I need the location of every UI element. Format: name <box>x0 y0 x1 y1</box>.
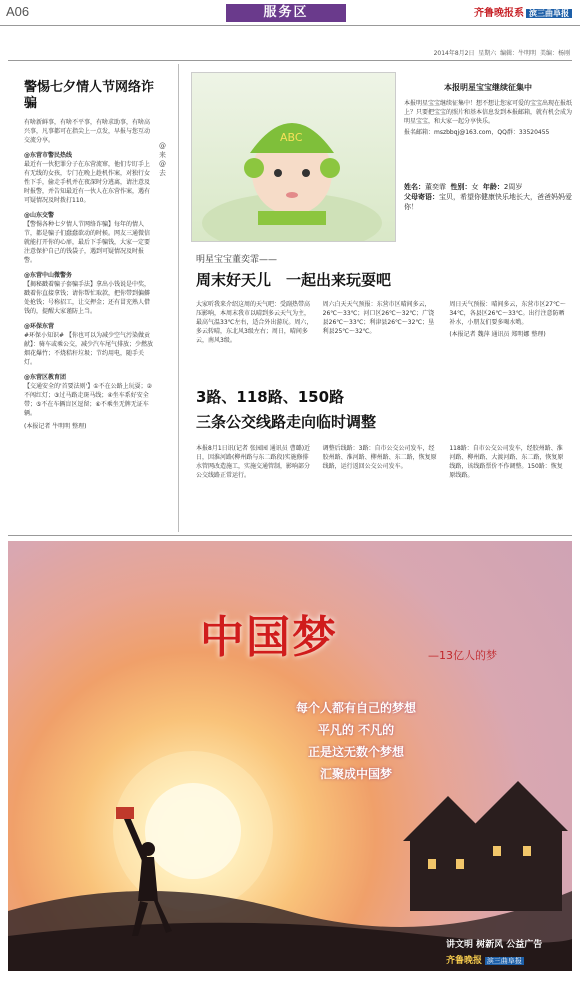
poster-brand-name: 齐鲁晚报 <box>446 956 483 966</box>
brand-name: 齐鲁晚报 <box>474 8 514 19</box>
left-item <box>24 151 154 205</box>
right-ad-title: 本报明星宝宝继续征集中 <box>444 83 532 92</box>
issue-editor: 编辑：牛明明 <box>500 50 537 57</box>
left-item-text: 【交通安全的'首要法则'】①不在公路上玩耍；②不闯红灯；③过马路走斑马线；④坐车系好安全带；⑤不在车辆盲区逗留；⑥不乘坐无牌无证车辆。 <box>24 383 153 417</box>
section-title: 服务区 <box>226 4 346 22</box>
left-item-text: 【揭秘戳着骗子套骗手法】拿出小钱说是中奖，戳着你直接拿钱；请你帮忙取款，把你带到偏僻处抢钱；号称招工，让交押金；还有冒充熟人借钱的，提醒大家谨防上当。 <box>24 281 151 315</box>
gender-label: 性别： <box>450 183 472 191</box>
kicker-vertical: @来@去 <box>159 142 166 177</box>
left-item <box>24 271 154 316</box>
baby-name: 董奕霏 <box>425 183 446 191</box>
page-footer <box>0 971 580 983</box>
baby-gender: 女 <box>471 183 479 191</box>
baby-illustration <box>192 73 395 241</box>
baby-wish: 宝贝，希望你健康快乐地长大，爸爸妈妈爱你！ <box>404 193 572 211</box>
weather-col-3 <box>449 300 566 345</box>
issue-date: 2014年8月2日 <box>433 50 475 57</box>
poster-line: 每个人都有自己的梦想 <box>295 701 416 715</box>
baby-age: 2周岁 <box>503 183 523 191</box>
bus-title-line2: 三条公交线路走向临时调整 <box>196 413 377 431</box>
left-item-text: 【警惕各种七夕情人节网络诈骗】每年的情人节，都是骗子们蠢蠢欲动的时候。网友三通微信就能打开你的心扉，最后下手骗钱，大家一定要注意保护自己的钱袋子，遇到可疑情况及时报警。 <box>24 221 151 264</box>
left-item-source: @山东交警 <box>24 212 55 219</box>
left-item-source: @东营市警民热线 <box>24 152 73 159</box>
left-items <box>24 151 154 418</box>
poster-line: 平凡的 不凡的 <box>317 723 395 737</box>
issue-weekday: 星期六 <box>478 50 497 57</box>
header-rule <box>0 25 580 26</box>
wish-label: 父母寄语： <box>404 193 439 201</box>
left-item-text: 最近有一伙犯罪分子在东营流窜，他们专盯手上有无线的女孩，专门在晚上趁机作案，对独行女性下手，偷走手机并在夜深时分逃离，请注意及时报警，并告知最近有一伙人在东营作案，遇有可疑情况及时拨打110。 <box>24 161 151 204</box>
bus-col-3: 118路：自市公交公司发车，经胶州路、淮河路、柳州路、大渡河路、东二路，恢复原线路，该线路票价不作调整。150路：恢复原线路。 <box>449 445 564 479</box>
baby-info <box>404 182 572 212</box>
meta-rule <box>8 60 572 61</box>
left-item-source: @东营中山微警务 <box>24 272 73 279</box>
public-service-poster <box>8 541 572 971</box>
left-title: 警惕七夕情人节网络诈骗 <box>24 80 155 111</box>
weather-story <box>196 252 566 345</box>
right-ad-text: 本报明星宝宝继续征集中！想不想让您家可爱的宝宝出现在报纸上？只要把宝宝的照片和基本信息发到本报邮箱，就有机会成为明星宝宝，和大家一起分享快乐。 <box>404 100 573 125</box>
poster-brand-tag: 滨三曲阜报 <box>486 957 522 965</box>
weather-kicker: 明星宝宝董奕霏—— <box>196 255 278 265</box>
right-ad <box>404 82 572 137</box>
baby-photo <box>191 72 396 242</box>
left-item <box>24 322 154 367</box>
weather-col-2: 周六白天天气预报：东营市区晴间多云，26℃～33℃；河口区26℃～32℃；广饶县26℃～33℃；利津县26℃～32℃；垦利县25℃～32℃。 <box>322 301 435 335</box>
right-ad-contact: 报名邮箱：mszbbqj@163.com，QQ群：33520455 <box>404 129 550 136</box>
poster-footer-brand <box>446 953 524 966</box>
poster-title: 中国梦 <box>200 612 338 663</box>
section-rule <box>8 535 572 536</box>
bus-columns <box>196 444 566 480</box>
svg-text:ABC: ABC <box>280 131 303 144</box>
page-header <box>0 0 580 26</box>
bus-title-line1: 3路、118路、150路 <box>196 388 345 406</box>
poster-footer-slogan: 讲文明 树新风 公益广告 <box>446 940 543 950</box>
left-lead: 有啥新鲜事，有啥不平事，有啥求助事，有啥高兴事，凡事都可在指尖上一点发，早报与您互动交流分享。 <box>24 119 151 144</box>
poster-subtitle: —13亿人的梦 <box>428 649 497 662</box>
weather-columns <box>196 300 566 345</box>
name-label: 姓名： <box>404 183 425 191</box>
column-divider <box>178 64 179 532</box>
left-item <box>24 211 154 265</box>
brand-tag: 滨三曲阜报 <box>526 9 572 18</box>
left-item-source: @环保东营 <box>24 323 55 330</box>
left-column <box>24 80 154 431</box>
weather-col-1: 大家听我来介绍这周的天气吧：受副热带高压影响，本周末我市以晴到多云天气为主，最高气温33℃左右，适合外出游玩。周六，多云转晴，东北风3级左右；周日，晴间多云，南风3级。 <box>196 301 313 344</box>
weather-byline: (本报记者 魏萍 通讯员 郑明娜 整理) <box>449 331 546 338</box>
weather-title: 周末好天儿 一起出来玩耍吧 <box>196 271 392 289</box>
issue-meta <box>434 48 570 57</box>
left-byline: (本报记者 牛明明 整理) <box>24 423 87 430</box>
age-label: 年龄： <box>482 183 504 191</box>
poster-slogans <box>256 697 456 785</box>
bus-col-2: 调整后线路：3路：自市公交公司发车，经胶州路、淮河路、柳州路、东二路，恢复原线路，运行返回公交公司发车。 <box>322 445 437 470</box>
left-item-source: @东营区教育团 <box>24 374 67 381</box>
bus-col-1: 本报8月1日讯(记者 张园园 通讯员 曹璐)近日，因淮河路(柳州路与东二路段)实施修排水管网改造施工，实施交通管制，影响部分公交线路正常运行。 <box>196 445 311 479</box>
issue-designer: 美编：杨刚 <box>539 50 570 57</box>
page-number: A06 <box>6 4 30 19</box>
bus-story <box>196 386 566 480</box>
brand-suffix: 系 <box>514 8 524 19</box>
weather-col-3-text: 周日天气预报：晴间多云，东营市区27℃～34℃，各县区26℃～33℃。出行注意防晒补水，小朋友们要多喝水哟。 <box>449 301 566 326</box>
left-item-text: #环保小知识# 【你也可以为减少空气污染做贡献】：骑车或乘公交，减少汽车尾气排放；少燃放烟花爆竹；不烧秸秆垃圾；节约用电，随手关灯。 <box>24 332 154 366</box>
left-item <box>24 373 154 418</box>
poster-line: 汇聚成中国梦 <box>319 767 392 781</box>
poster-line: 正是这无数个梦想 <box>307 745 404 759</box>
newspaper-brand <box>474 4 572 19</box>
